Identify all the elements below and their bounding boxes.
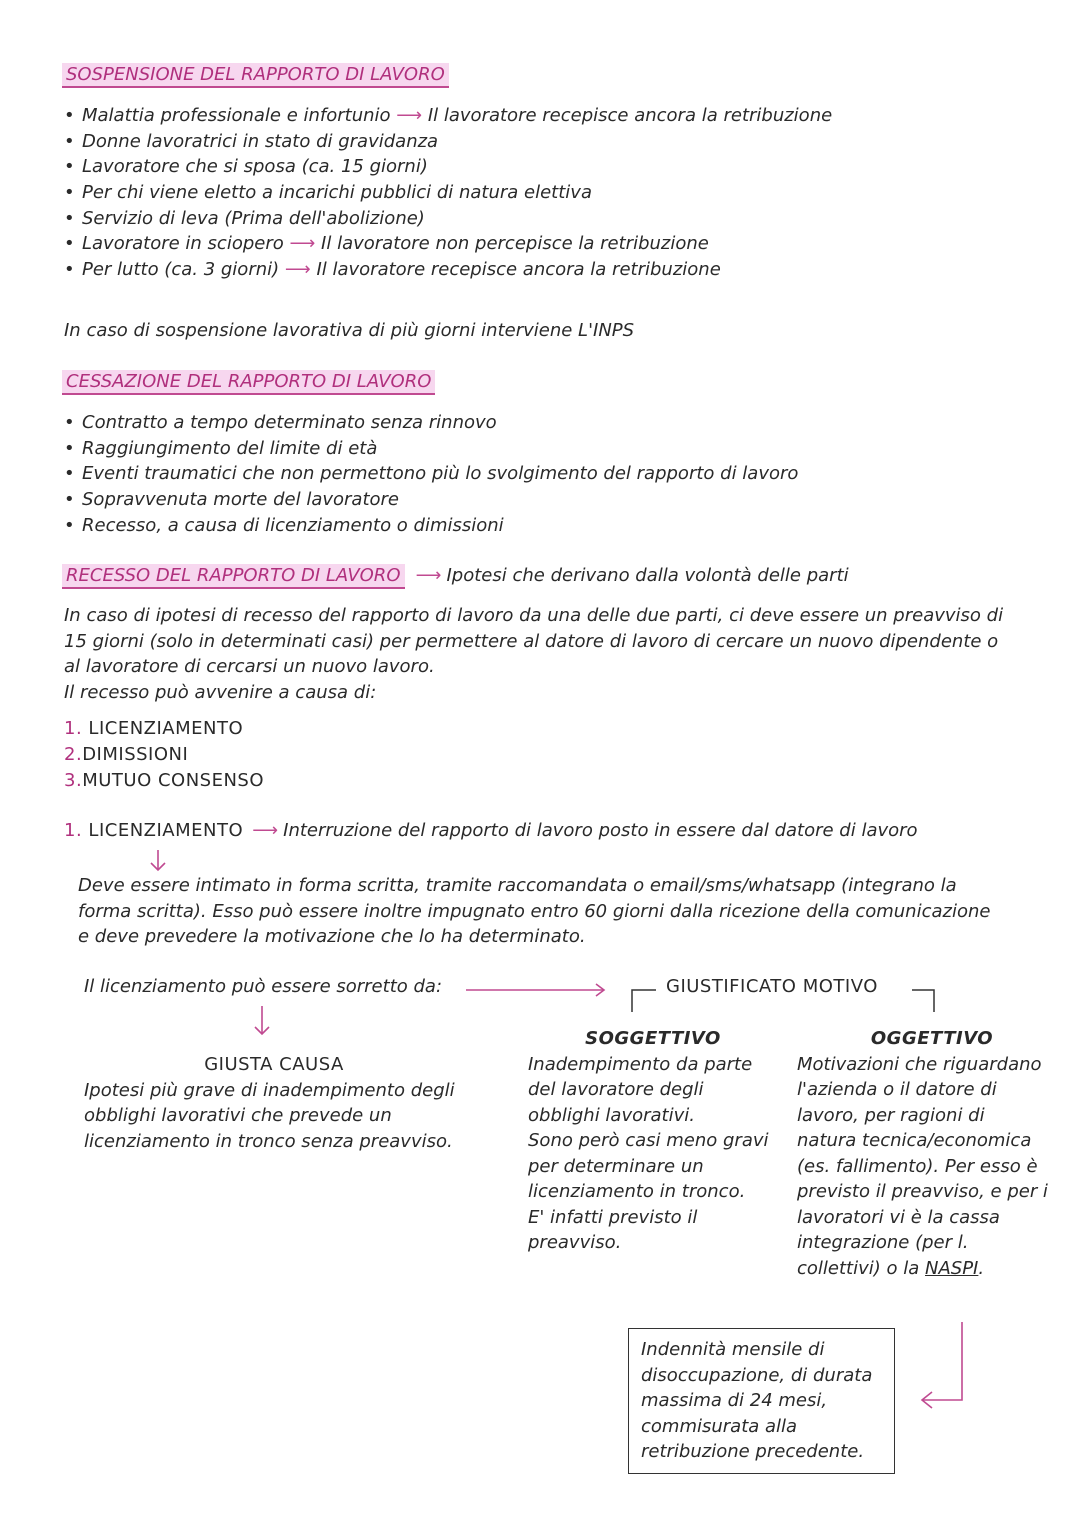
arrow-right-icon: ⟶ <box>289 233 316 255</box>
giusta-causa-block: GIUSTA CAUSA Ipotesi più grave di inadempimento degli obblighi lavorativi che prevede un licenziamento in tronco senza preavviso. <box>84 1052 464 1154</box>
cessazione-list <box>82 410 798 538</box>
licenziamento-definition: Interruzione del rapporto di lavoro posto in essere dal datore di lavoro <box>283 820 918 841</box>
sospensione-note: In caso di sospensione lavorativa di più giorni interviene L'INPS <box>64 320 635 341</box>
list-item: • Lavoratore in sciopero ⟶ Il lavoratore non percepisce la retribuzione <box>82 231 832 257</box>
list-item: • Donne lavoratrici in stato di gravidanza <box>82 129 832 155</box>
soggettivo-title: SOGGETTIVO <box>585 1028 721 1049</box>
list-item: • Eventi traumatici che non permettono più lo svolgimento del rapporto di lavoro <box>82 461 798 487</box>
recesso-causes <box>64 716 264 794</box>
naspi-definition-box: Indennità mensile di disoccupazione, di durata massima di 24 mesi, commisurata alla retribuzione precedente. <box>628 1328 895 1474</box>
section-title-recesso: RECESSO DEL RAPPORTO DI LAVORO ⟶ Ipotesi che derivano dalla volontà delle parti <box>62 565 849 586</box>
section-title-sospensione: SOSPENSIONE DEL RAPPORTO DI LAVORO <box>62 64 449 85</box>
arrow-right-icon: ⟶ <box>252 820 279 841</box>
oggettivo-block: OGGETTIVO Motivazioni che riguardano l'azienda o il datore di lavoro, per ragioni di natura tecnica/economica (es. fallimento). Per esso è previsto il preavviso, e per i lavoratori vi è la cassa integrazione (per l. collettivi) o la NASPI. <box>797 1026 1067 1281</box>
list-item: • Servizio di leva (Prima dell'abolizione) <box>82 206 832 232</box>
section-title-cessazione: CESSAZIONE DEL RAPPORTO DI LAVORO <box>62 371 435 392</box>
recesso-paragraph: In caso di ipotesi di recesso del rapporto di lavoro da una delle due parti, ci deve essere un preavviso di 15 giorni (solo in determinati casi) per permettere al datore di lavoro di cercare un nuovo dipendente o al lavoratore di cercarsi un nuovo lavoro. Il recesso può avvenire a causa di: <box>64 603 1003 705</box>
arrow-left-icon <box>910 1318 970 1410</box>
list-item: • Recesso, a causa di licenziamento o dimissioni <box>82 513 798 539</box>
list-item: • Lavoratore che si sposa (ca. 15 giorni) <box>82 154 832 180</box>
list-item: • Per lutto (ca. 3 giorni) ⟶ Il lavoratore recepisce ancora la retribuzione <box>82 257 832 283</box>
licenziamento-heading: 1. LICENZIAMENTO ⟶ Interruzione del rapporto di lavoro posto in essere dal datore di lavoro <box>64 820 918 841</box>
arrow-right-icon: ⟶ <box>396 105 423 126</box>
arrow-down-icon <box>148 848 168 874</box>
list-item: • Malattia professionale e infortunio ⟶ Il lavoratore recepisce ancora la retribuzione <box>82 103 832 129</box>
soggettivo-block: SOGGETTIVO Inadempimento da parte del lavoratore degli obblighi lavorativi. Sono però casi meno gravi per determinare un licenziamento in tronco. E' infatti previsto il preavviso. <box>528 1026 778 1256</box>
arrow-down-icon <box>252 1004 272 1038</box>
list-item: 1. LICENZIAMENTO <box>64 718 244 739</box>
licenziamento-sorretto: Il licenziamento può essere sorretto da: <box>84 976 443 997</box>
list-item: • Sopravvenuta morte del lavoratore <box>82 487 798 513</box>
list-item: • Contratto a tempo determinato senza rinnovo <box>82 410 798 436</box>
giusta-causa-title: GIUSTA CAUSA <box>204 1054 344 1075</box>
sospensione-list <box>82 103 832 283</box>
licenziamento-detail: Deve essere intimato in forma scritta, tramite raccomandata o email/sms/whatsapp (integrano la forma scritta). Esso può essere inoltre impugnato entro 60 giorni dalla ricezione della comunicazione e deve prevedere la motivazione che lo ha determinato. <box>78 875 991 947</box>
oggettivo-title: OGGETTIVO <box>870 1028 994 1049</box>
recesso-subtitle: Ipotesi che derivano dalla volontà delle parti <box>446 565 849 586</box>
list-item: 2.DIMISSIONI <box>64 744 189 765</box>
arrow-right-icon: ⟶ <box>284 259 311 281</box>
arrow-right-icon: ⟶ <box>415 565 442 586</box>
list-item: • Raggiungimento del limite di età <box>82 436 798 462</box>
recesso-cause-intro: Il recesso può avvenire a causa di: <box>64 681 377 703</box>
arrow-right-icon <box>464 980 610 1000</box>
naspi-term: NASPI <box>925 1257 979 1279</box>
giustificato-motivo-title: GIUSTIFICATO MOTIVO <box>666 976 878 997</box>
list-item: • Per chi viene eletto a incarichi pubblici di natura elettiva <box>82 180 832 206</box>
list-item: 3.MUTUO CONSENSO <box>64 770 265 791</box>
